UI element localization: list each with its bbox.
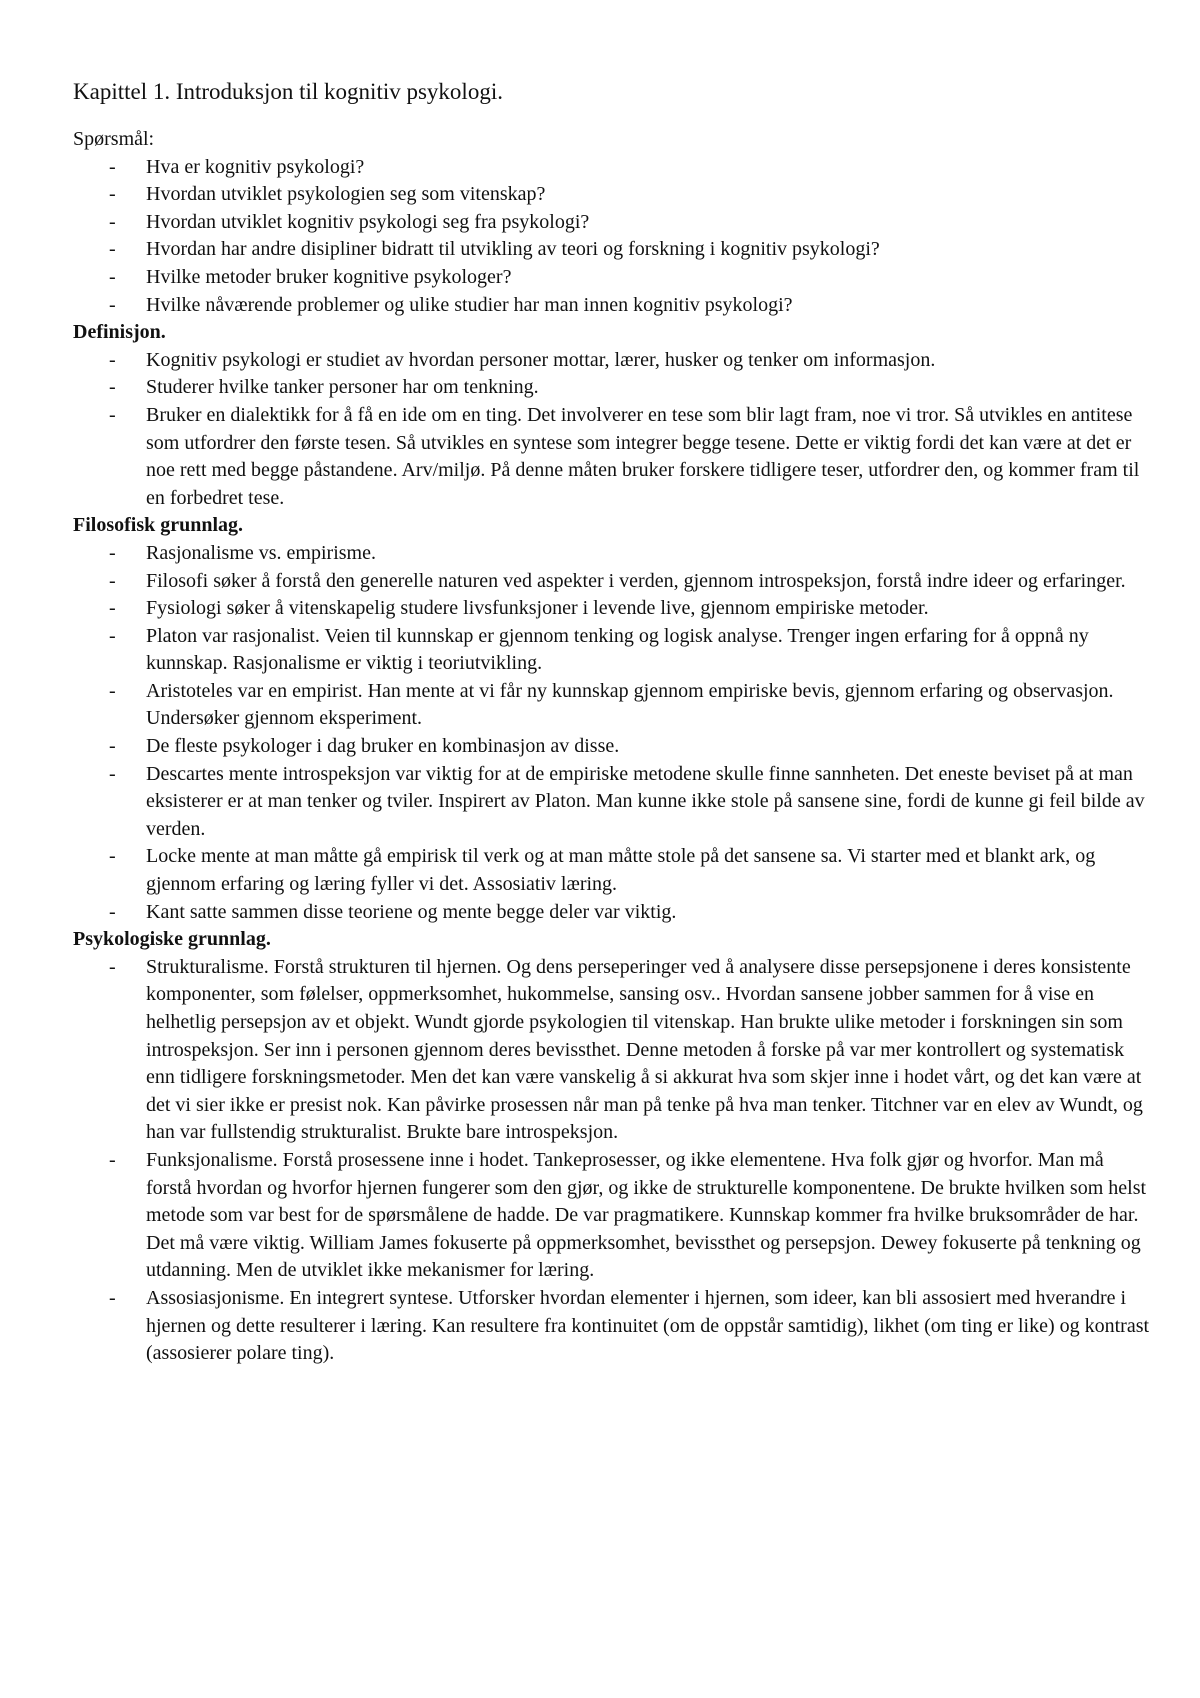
definition-list	[73, 347, 1153, 513]
list-item-text: Kant satte sammen disse teoriene og mente begge deler var viktig.	[146, 900, 677, 923]
document-title: Kapittel 1. Introduksjon til kognitiv psykologi.	[73, 79, 503, 104]
list-item	[73, 181, 1153, 209]
dash-bullet-icon: -	[109, 155, 116, 178]
dash-bullet-icon: -	[109, 569, 116, 592]
list-item-text: Assosiasjonisme. En integrert syntese. Utforsker hvordan elementer i hjernen, som ideer, kan bli assosiert med hverandre i hjernen og dette resulterer i læring. Kan resultere fra kontinuitet (om de oppstår samtidig), likhet (om ting er like) og kontrast (assosierer polare ting).	[146, 1286, 1150, 1365]
dash-bullet-icon: -	[109, 265, 116, 288]
dash-bullet-icon: -	[109, 624, 116, 647]
dash-bullet-icon: -	[109, 183, 116, 206]
dash-bullet-icon: -	[109, 1148, 116, 1171]
list-item-text: Hvilke metoder bruker kognitive psykologer?	[146, 265, 512, 288]
list-item	[73, 209, 1153, 237]
list-item	[73, 236, 1153, 264]
list-item-text: Locke mente at man måtte gå empirisk til verk og at man måtte stole på det sansene sa. Vi starter med et blankt ark, og gjennom erfaring og læring fyller vi det. Assosiativ læring.	[146, 845, 1096, 896]
section-psychological-basis	[73, 926, 1153, 1368]
list-item-text: Kognitiv psykologi er studiet av hvordan personer mottar, lærer, husker og tenker om informasjon.	[146, 348, 936, 371]
list-item-text: De fleste psykologer i dag bruker en kombinasjon av disse.	[146, 735, 620, 758]
dash-bullet-icon: -	[109, 955, 116, 978]
list-item	[73, 568, 1153, 596]
list-item-text: Hvordan har andre disipliner bidratt til utvikling av teori og forskning i kognitiv psykologi?	[146, 238, 880, 261]
list-item	[73, 733, 1153, 761]
document-page	[73, 76, 1153, 1368]
dash-bullet-icon: -	[109, 403, 116, 426]
dash-bullet-icon: -	[109, 376, 116, 399]
list-item-text: Hva er kognitiv psykologi?	[146, 155, 365, 178]
list-item-text: Funksjonalisme. Forstå prosessene inne i hodet. Tankeprosesser, og ikke elementene. Hva folk gjør og hvorfor. Man må forstå hvordan og hvorfor hjernen fungerer som den gjør, og ikke de strukturelle komponentene. De brukte hvilken som helst metode som var best for de spørsmålene de hadde. De var pragmatikere. Kunnskap kommer fra hvilke bruksområder de har. Det må være viktig. William James fokuserte på oppmerksomhet, bevissthet og persepsjon. Dewey fokuserte på tenkning og utdanning. Men de utviklet ikke mekanismer for læring.	[146, 1148, 1147, 1282]
list-item-text: Hvordan utviklet kognitiv psykologi seg fra psykologi?	[146, 210, 590, 233]
list-item	[73, 292, 1153, 320]
list-item	[73, 264, 1153, 292]
dash-bullet-icon: -	[109, 541, 116, 564]
list-item-text: Rasjonalisme vs. empirisme.	[146, 541, 376, 564]
list-item	[73, 402, 1153, 512]
section-philosophical-basis	[73, 512, 1153, 926]
question-list	[73, 154, 1153, 320]
list-item-text: Fysiologi søker å vitenskapelig studere livsfunksjoner i levende live, gjennom empiriske metoder.	[146, 597, 929, 620]
list-item	[73, 347, 1153, 375]
section-heading-psychological: Psykologiske grunnlag.	[73, 928, 271, 951]
section-heading-definition: Definisjon.	[73, 321, 166, 344]
section-definition	[73, 319, 1153, 512]
list-item	[73, 540, 1153, 568]
section-heading-questions: Spørsmål:	[73, 128, 155, 150]
list-item-text: Strukturalisme. Forstå strukturen til hjernen. Og dens perseperinger ved å analysere disse persepsjonene i deres konsistente komponenter, som følelser, oppmerksomhet, hukommelse, sansing osv.. Hvordan sansene jobber sammen for å vise en helhetlig persepsjon av et objekt. Wundt gjorde psykologien til vitenskap. Han brukte ulike metoder i forskningen sin som introspeksjon. Ser inn i personen gjennom deres bevissthet. Denne metoden å forske på var mer kontrollert og systematisk enn tidligere forskningsmetoder. Men det kan være vanskelig å si akkurat hva som skjer inne i hodet vårt, og det kan være at det vi sier ikke er presist nok. Kan påvirke prosessen når man på tenke på hva man tenker. Titchner var en elev av Wundt, og han var fullstendig strukturalist. Brukte bare introspeksjon.	[146, 955, 1143, 1144]
list-item-text: Hvordan utviklet psykologien seg som vitenskap?	[146, 183, 546, 206]
list-item-text: Hvilke nåværende problemer og ulike studier har man innen kognitiv psykologi?	[146, 293, 793, 316]
dash-bullet-icon: -	[109, 348, 116, 371]
list-item	[73, 843, 1153, 898]
list-item-text: Bruker en dialektikk for å få en ide om en ting. Det involverer en tese som blir lagt fram, noe vi tror. Så utvikles en antitese som utfordrer den første tesen. Så utvikles en syntese som integrer begge tesene. Dette er viktig fordi det kan være at det er noe rett med begge påstandene. Arv/miljø. På denne måten bruker forskere tidligere teser, utfordrer den, og kommer fram til en forbedret tese.	[146, 403, 1140, 509]
list-item-text: Aristoteles var en empirist. Han mente at vi får ny kunnskap gjennom empiriske bevis, gjennom erfaring og observasjon. Undersøker gjennom eksperiment.	[146, 679, 1114, 730]
list-item	[73, 678, 1153, 733]
philosophical-list	[73, 540, 1153, 926]
list-item	[73, 374, 1153, 402]
dash-bullet-icon: -	[109, 900, 116, 923]
list-item	[73, 954, 1153, 1147]
list-item	[73, 154, 1153, 182]
list-item	[73, 761, 1153, 844]
list-item-text: Platon var rasjonalist. Veien til kunnskap er gjennom tenking og logisk analyse. Trenger ingen erfaring for å oppnå ny kunnskap. Rasjonalisme er viktig i teoriutvikling.	[146, 624, 1089, 675]
dash-bullet-icon: -	[109, 679, 116, 702]
section-heading-philosophical: Filosofisk grunnlag.	[73, 514, 244, 537]
list-item	[73, 899, 1153, 927]
dash-bullet-icon: -	[109, 238, 116, 261]
list-item	[73, 1285, 1153, 1368]
list-item-text: Descartes mente introspeksjon var viktig for at de empiriske metodene skulle finne sannheten. Det eneste beviset på at man eksisterer er at man tenker og tviler. Inspirert av Platon. Man kunne ikke stole på sansene sine, fordi de kunne gi feil bilde av verden.	[146, 762, 1145, 840]
psychological-list	[73, 954, 1153, 1368]
dash-bullet-icon: -	[109, 597, 116, 620]
list-item	[73, 595, 1153, 623]
dash-bullet-icon: -	[109, 210, 116, 233]
section-questions	[73, 126, 1153, 319]
dash-bullet-icon: -	[109, 735, 116, 758]
list-item	[73, 623, 1153, 678]
list-item-text: Filosofi søker å forstå den generelle naturen ved aspekter i verden, gjennom introspeksjon, forstå indre ideer og erfaringer.	[146, 569, 1126, 592]
list-item	[73, 1147, 1153, 1285]
dash-bullet-icon: -	[109, 762, 116, 785]
dash-bullet-icon: -	[109, 1286, 116, 1309]
list-item-text: Studerer hvilke tanker personer har om tenkning.	[146, 376, 539, 399]
dash-bullet-icon: -	[109, 845, 116, 868]
dash-bullet-icon: -	[109, 293, 116, 316]
